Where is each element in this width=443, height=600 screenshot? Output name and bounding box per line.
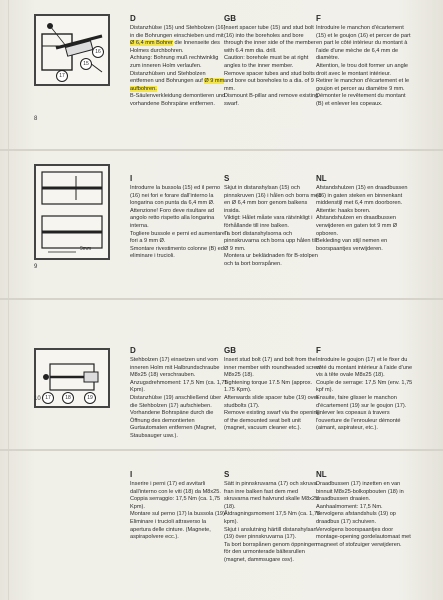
text-block-f — [316, 346, 414, 433]
language-header-f: F — [316, 14, 321, 23]
fold-line-1 — [0, 149, 443, 151]
text-part: B-Säulenverkleidung demontieren und vorhandene Bohrspäne entfernen. — [130, 93, 226, 107]
callout-17: 17 — [42, 392, 54, 404]
instruction-text-i: Inserire i perni (17) ed avvitarli dall'interno con le viti (18) da M8x25. Coppia serraggio: 17,5 Nm (ca. 1,75 Kpm). Montare sul perno (17) la bussola (19). Eliminare i trucioli attraverso la apertura delle cinture. (Magnete, aspirapolvere ecc.). — [130, 481, 227, 541]
instruction-text-gb: Insert spacer tube (15) and stud bolt (16) into the boreholes and bore through the inner side of the member with 6.4 mm dia. drill. Caution: borehole must be at right angles to the inner member. Remove spacer tubes and stud bolts and bore out boreholes to a dia. of 9 mm. Dismount B-pillar and remove existing swarf. — [224, 25, 319, 107]
text-block-d — [130, 14, 228, 109]
language-header-s: S — [224, 470, 230, 479]
figure-stud-bolt — [34, 348, 110, 408]
callout-16: 16 — [92, 46, 104, 58]
text-part: die Innenseite des Holmes durchbohren. Achtung: Bohrung muß rechtwinklig zum inneren Holm verlaufen. Distanzhülsen und Stehbolzen entfernen und Bohrungen auf — [130, 40, 220, 85]
text-block-gb — [224, 346, 322, 433]
highlighted-text: Ø 9 mm aufbohren. — [130, 78, 225, 92]
fold-line-3 — [0, 449, 443, 451]
callout-17: 17 — [56, 70, 68, 82]
text-block-i — [130, 470, 228, 542]
instruction-text-f: Introduire le manchon d'écartement (15) et le goujon (16) et percer de part en part le côté intérieur du montant à l'aide d'une mèche de 6,4 mm de diamètre. Attention, le trou doit former un angle droit avec le montant intérieur. Retirer le manchon d'écartement et le goujon et percer au diamètre 9 mm. Démonter le revêtement du montant (B) et enlever les copeaux. — [316, 25, 411, 107]
instruction-text-d: Stehbolzen (17) einsetzen und vom inneren Holm mit Halbrundschraube M8x25 (18) verschrauben. Anzugsdrehmoment: 17,5 Nm (ca. 1,75 Kpm). Distanzhülse (19) anschließend über die Stehbolzen (17) aufschieben. Vorhandene Bohrspäne durch die Öffnung des demontierten Gurtautomaten entfernen (Magnet, Staubsauger usw.). — [130, 357, 228, 439]
figure-number: 9 — [34, 264, 38, 270]
text-block-gb — [224, 14, 322, 109]
instruction-text-nl: Draadbussen (17) inzetten en van binnuit M8x25-bolkopbouten (18) in draadbussen draaien. Aanhaalmoment: 17,5 Nm. Vervolgens afstandshuls (19) op draadbus (17) schuiven. Vervolgens boorspaantjes door montage-opening gordelautomaat met magneet of stofzuiger verwijderen. — [316, 481, 411, 548]
page-margin-line — [8, 0, 9, 600]
language-header-d: D — [130, 346, 136, 355]
text-block-d — [130, 346, 228, 441]
fold-line-2 — [0, 298, 443, 300]
language-header-nl: NL — [316, 470, 327, 479]
language-header-gb: GB — [224, 346, 236, 355]
instruction-text-d — [130, 25, 228, 109]
figure-number: 10 — [34, 396, 41, 402]
text-block-f — [316, 14, 414, 109]
text-block-nl — [316, 470, 414, 549]
language-header-f: F — [316, 346, 321, 355]
figure-drilling-detail — [34, 164, 110, 260]
instruction-text-s: Sätt in pinnskruvarna (17) och skruva fran inre balken fast dem med skruvarna med halvrund skalle M8x25 (18). Åtdragningsmoment 17,5 Nm (ca. 1,75 kpm). Skjut i anslutning härtill distanshylsan (19) över pinnskruvarna (17). Ta bort borrspånen genom öppningen för den urmonterade bältesrullen (magnet, dammsugare osv). — [224, 481, 321, 563]
callout-18: 18 — [62, 392, 74, 404]
instruction-text-i: Introdurre la bussola (15) ed il perno (16) nei fori e forare dall'interno la longarina con punta da 6,4 mm Ø. Attenzione! Foro deve risultare ad angolo retto rispetto alla longarina interna. Togliere bussole e perni ed aumentare i fori a 9 mm Ø. Smontare rivestimento colonne (B) ed eliminare i trucioli. — [130, 185, 228, 260]
highlighted-text: Ø 6,4 mm Bohrer — [130, 40, 173, 47]
language-header-i: I — [130, 470, 133, 479]
language-header-d: D — [130, 14, 136, 23]
text-block-s — [224, 174, 322, 269]
instruction-text-nl: Afstandshulzen (15) en draadbussen (16) in gaten steken en binnenkant middenstijl met 6,4 mm doorboren. Attentie: haaks boren. Afstandshulzen en draadbussen verwijderen en gaten tot 9 mm Ø opboren. Bekleding van stijl nemen en boorspaantjes verwijderen. — [316, 185, 408, 252]
text-block-i — [130, 174, 228, 261]
figure-drilling-detail-art — [36, 166, 108, 258]
dimension-label: 9mm — [80, 246, 92, 252]
instruction-text-s: Skjut in distanshylsan (15) och pinnskruven (16) i hålen och borra med en Ø 6,4 mm borr genom balkens insida. Viktigt: Hålet måste vara rätvinkligt i förhållande till inre balken. Ta bort distanshylsorna och pinnskruvarna och borra upp hålen till Ø 9 mm. Montera ur beklädnaden för B-stolpen och ta bort borrspånen. — [224, 185, 322, 267]
text-part: Distanzhülse (15) und Stehbolzen (16) in die Bohrungen einschieben und mit — [130, 25, 226, 39]
callout-19: 19 — [84, 392, 96, 404]
instruction-text-f: Introduire le goujon (17) et le fixer du côté du montant intérieur à l'aide d'une vis à tête ovale M8x25 (18). Couple de serrage: 17,5 Nm (env. 1,75 kpf m). Ensuite, faire glisser le manchon d'écartement (19) sur le goujon (17). Enlever les copeaux à travers l'ouverture de l'enrouleur démonté (aimant, aspirateur, etc.). — [316, 357, 413, 432]
instruction-text-gb: Insert stud bolt (17) and bolt from the inner member with roundheaded screw M8x25 (18). Tightening torque 17.5 Nm (approx. 1.75 Kpm). Afterwards slide spacer tube (19) over studbolts (17). Remove existing swarf via the opening of the demounted seat belt unit (magnet, vacuum cleaner etc.). — [224, 357, 321, 432]
language-header-nl: NL — [316, 174, 327, 183]
figure-drilling-spacer — [34, 14, 110, 86]
callout-15: 15 — [80, 58, 92, 70]
language-header-i: I — [130, 174, 133, 183]
language-header-s: S — [224, 174, 230, 183]
text-block-s — [224, 470, 322, 565]
text-block-nl — [316, 174, 414, 253]
figure-number: 8 — [34, 116, 38, 122]
language-header-gb: GB — [224, 14, 236, 23]
